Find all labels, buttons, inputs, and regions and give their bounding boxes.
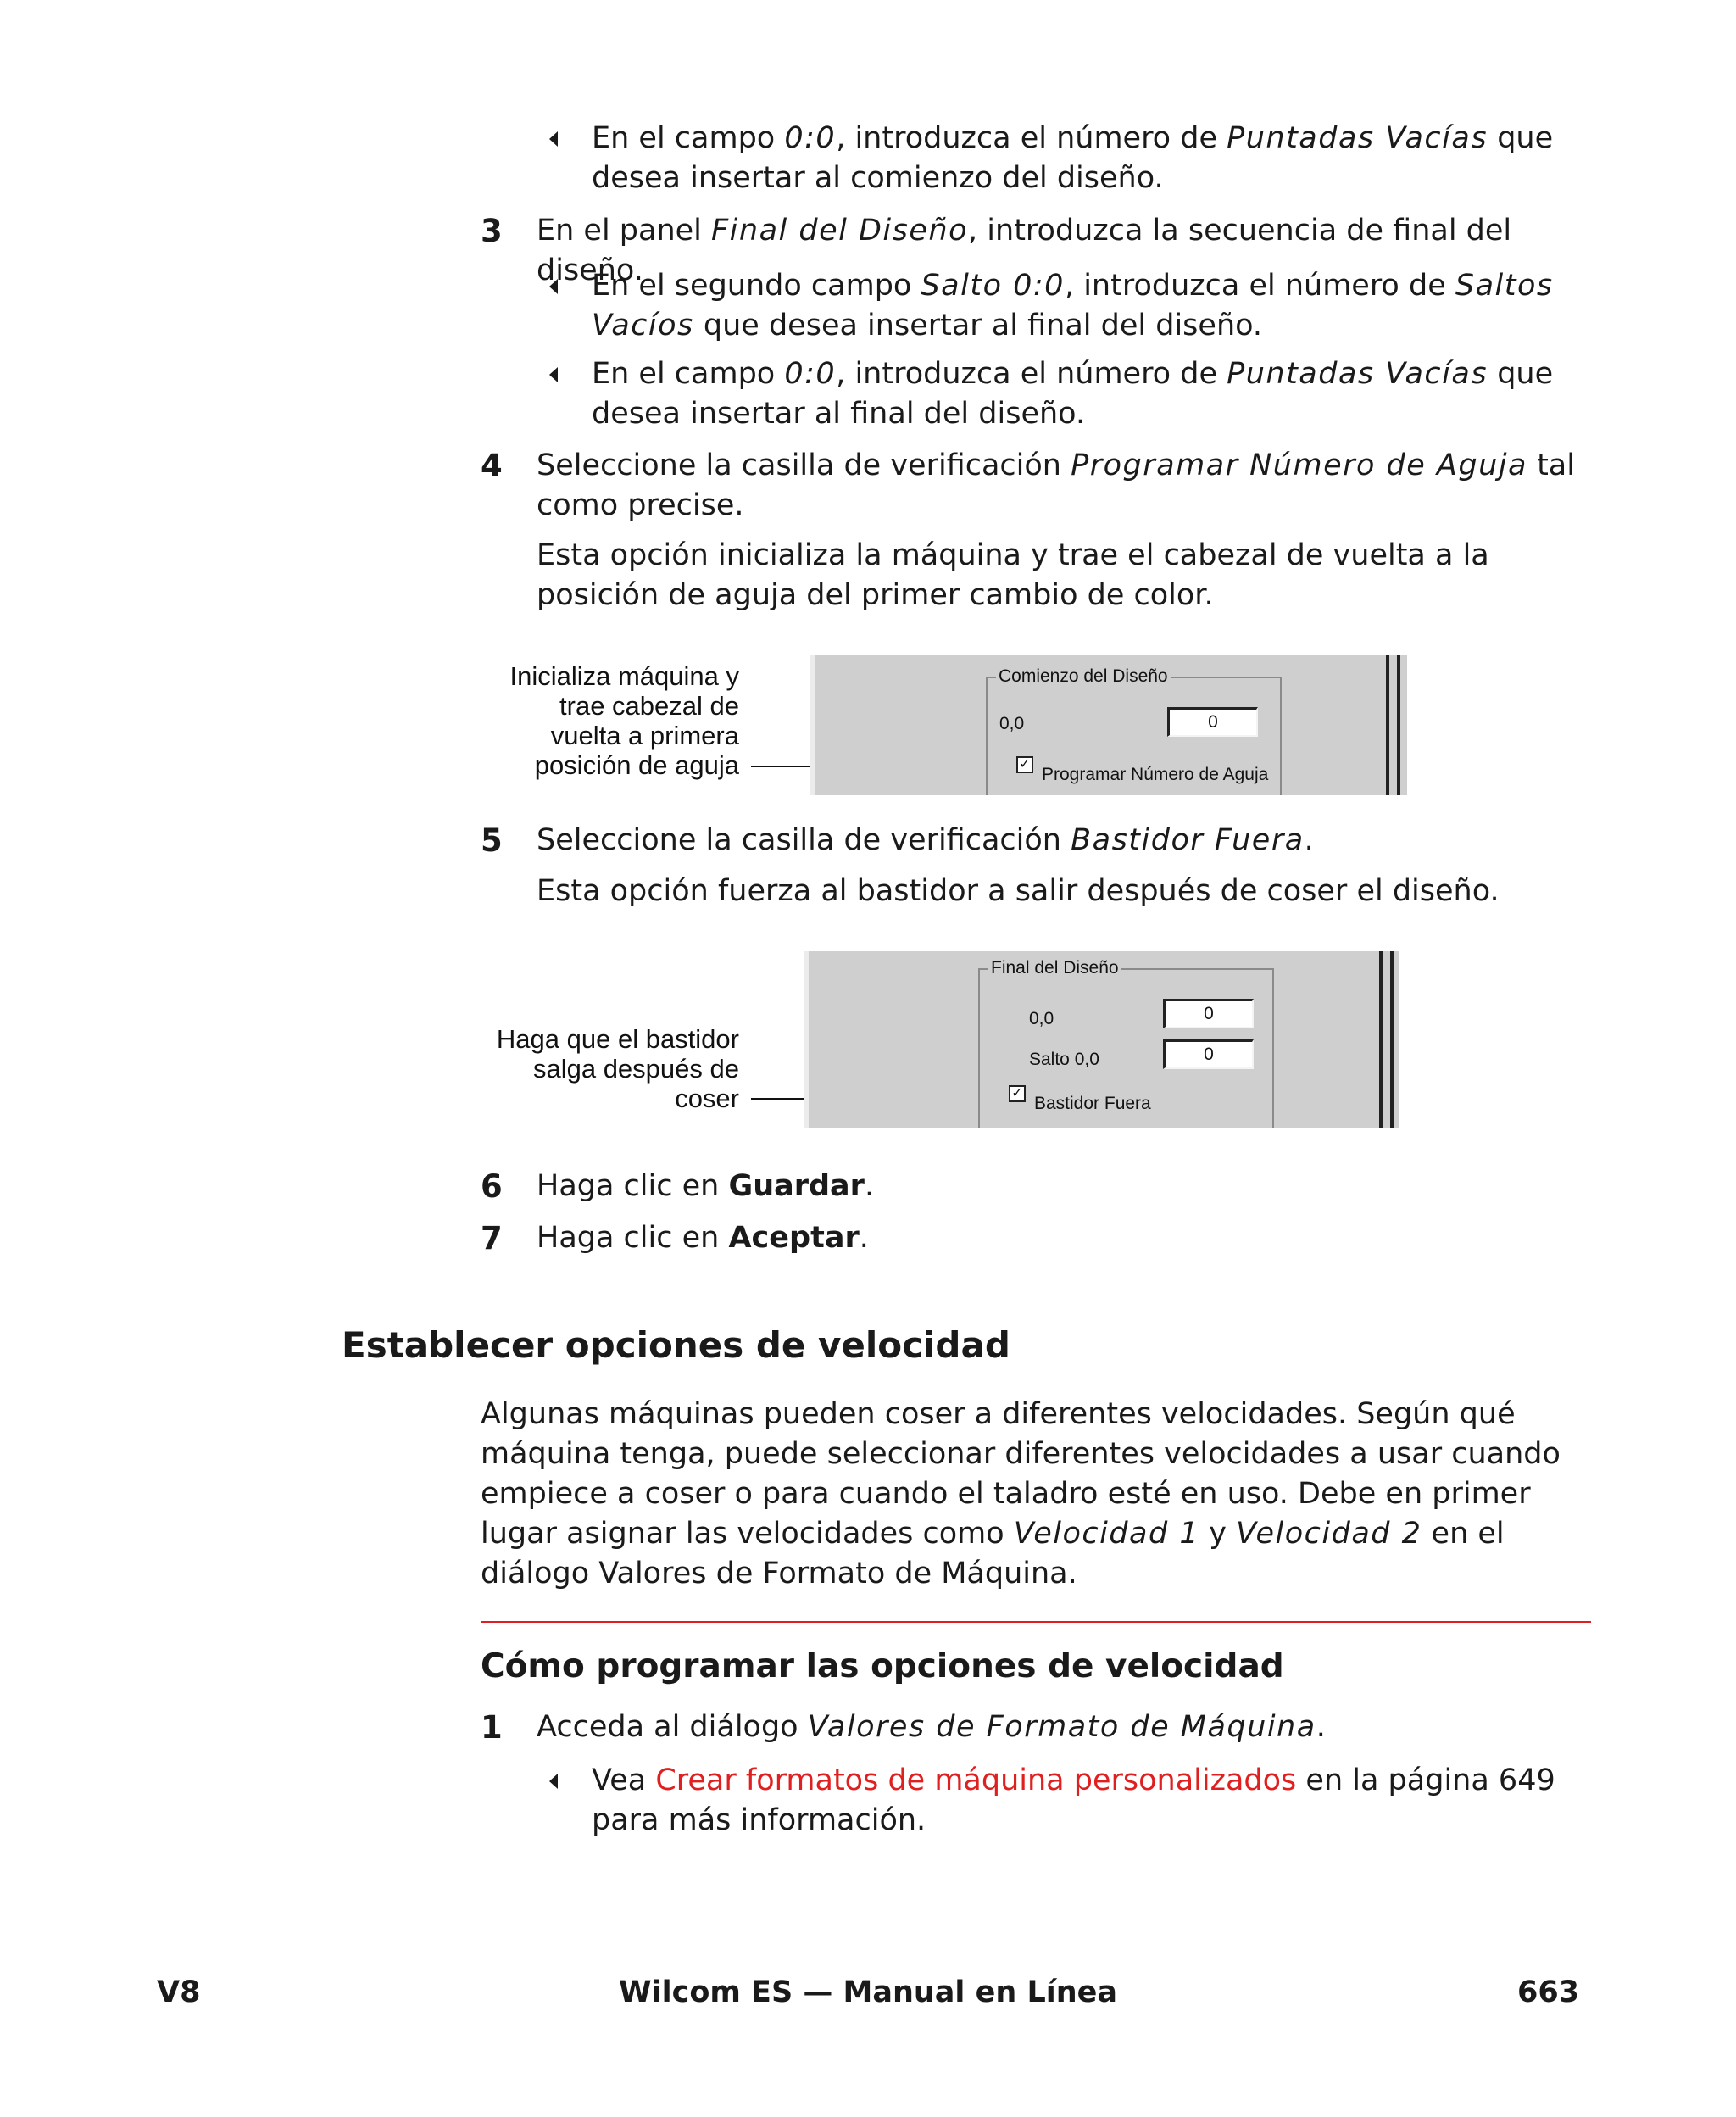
field-label: 0,0 — [999, 714, 1025, 733]
step-text: En el panel Final del Diseño, introduzca la secuencia de final del diseño. — [537, 214, 1512, 287]
group-box — [978, 958, 1274, 1128]
checkbox-label: Bastidor Fuera — [1034, 1094, 1151, 1113]
bullet-icon — [549, 1774, 558, 1789]
step-text: Acceda al diálogo Valores de Formato de Máquina. — [537, 1710, 1326, 1744]
group-box — [986, 666, 1282, 795]
group-title: Comienzo del Diseño — [996, 666, 1171, 687]
figure-caption: Haga que el bastidor salga después de coser — [496, 1024, 739, 1113]
figure-caption: Inicializa máquina y trae cabezal de vuelta a primera posición de aguja — [509, 661, 739, 780]
field-label: Salto 0,0 — [1029, 1050, 1099, 1069]
dialog-screenshot — [810, 655, 1407, 795]
footer-title: Wilcom ES — Manual en Línea — [618, 1975, 1118, 2009]
section-intro: Algunas máquinas pueden coser a diferentes velocidades. Según qué máquina tenga, puede seleccionar diferentes velocidades a usar cuando empiece a coser o para cuando el taladro esté en uso. Debe en primer lugar asignar las velocidades como Velocidad 1 y Velocidad 2 en el diálogo Valores de Formato de Máquina. — [481, 1397, 1561, 1591]
value-field[interactable]: 0 — [1163, 1039, 1254, 1069]
step-number: 7 — [481, 1220, 503, 1256]
field-label: 0,0 — [1029, 1009, 1054, 1028]
step-number: 6 — [481, 1168, 503, 1205]
page-number: 663 — [1517, 1975, 1580, 2009]
step-note: Esta opción fuerza al bastidor a salir después de coser el diseño. — [537, 874, 1500, 908]
step-text: Seleccione la casilla de verificación Programar Número de Aguja tal como precise. — [537, 448, 1575, 522]
checkbox-label: Programar Número de Aguja — [1042, 765, 1269, 784]
checkbox[interactable]: ✓ — [1009, 1085, 1026, 1102]
bullet-item: En el campo 0:0, introduzca el número de Puntadas Vacías que desea insertar al comienzo del diseño. — [592, 121, 1554, 195]
bullet-icon — [549, 367, 558, 382]
bullet-icon — [549, 131, 558, 147]
bullet-item: Vea Crear formatos de máquina personalizados en la página 649 para más información. — [592, 1763, 1555, 1837]
step-number: 1 — [481, 1709, 503, 1746]
divider — [481, 1621, 1591, 1623]
step-text: Haga clic en Guardar. — [537, 1169, 875, 1203]
value-field[interactable]: 0 — [1167, 707, 1258, 737]
subsection-heading: Cómo programar las opciones de velocidad — [481, 1647, 1284, 1685]
step-note: Esta opción inicializa la máquina y trae el cabezal de vuelta a la posición de aguja del primer cambio de color. — [537, 538, 1489, 612]
cross-reference-link[interactable]: Crear formatos de máquina personalizados — [655, 1763, 1297, 1797]
step-number: 5 — [481, 822, 503, 859]
checkbox[interactable]: ✓ — [1016, 756, 1033, 773]
group-title: Final del Diseño — [988, 958, 1121, 978]
step-text: Haga clic en Aceptar. — [537, 1221, 869, 1255]
step-text: Seleccione la casilla de verificación Bastidor Fuera. — [537, 823, 1314, 857]
bullet-item: En el segundo campo Salto 0:0, introduzca el número de Saltos Vacíos que desea insertar al final del diseño. — [592, 269, 1554, 343]
bullet-item: En el campo 0:0, introduzca el número de Puntadas Vacías que desea insertar al final del diseño. — [592, 357, 1554, 431]
step-number: 3 — [481, 213, 503, 249]
bullet-icon — [549, 279, 558, 294]
dialog-screenshot — [804, 951, 1399, 1128]
footer-version: V8 — [157, 1975, 201, 2009]
section-heading: Establecer opciones de velocidad — [342, 1324, 1010, 1366]
step-number: 4 — [481, 448, 503, 484]
value-field[interactable]: 0 — [1163, 999, 1254, 1028]
